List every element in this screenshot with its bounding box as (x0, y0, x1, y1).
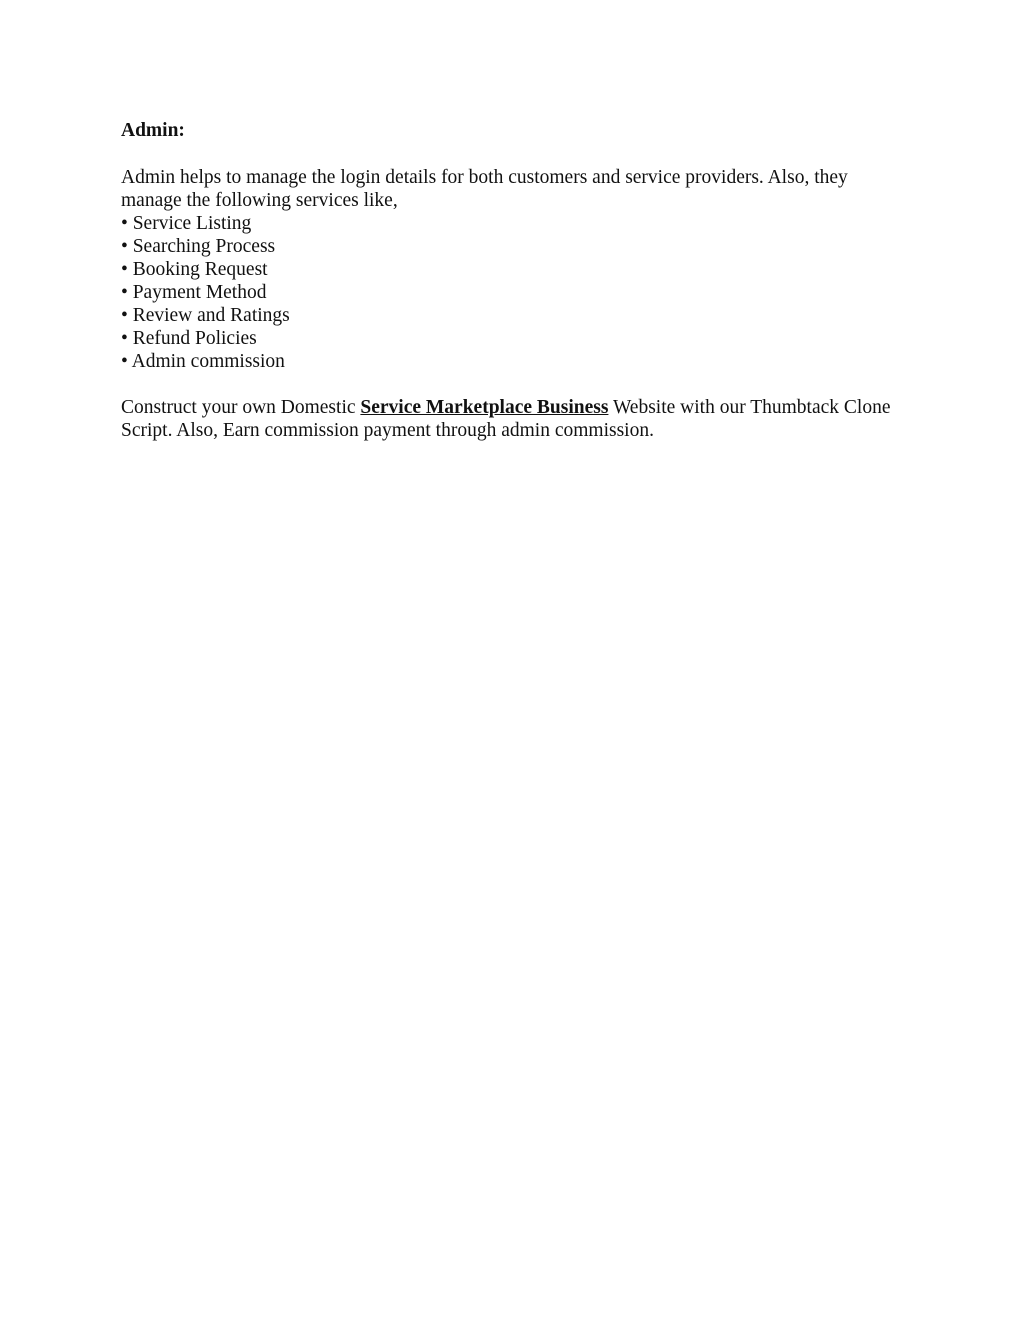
bullet: • (121, 305, 128, 326)
closing-text-start: Construct your own Domestic (121, 397, 361, 418)
list-item-label: Service Listing (132, 213, 252, 234)
list-item (121, 304, 891, 327)
bullet: • (121, 328, 128, 349)
services-list (121, 212, 891, 373)
list-item-label: Searching Process (132, 236, 276, 257)
bullet: • (121, 213, 128, 234)
list-item-label: Booking Request (132, 259, 268, 280)
bullet: • (121, 259, 128, 280)
list-item-label: Refund Policies (132, 328, 257, 349)
bullet: • (121, 282, 128, 303)
closing-paragraph (121, 396, 891, 442)
intro-paragraph: Admin helps to manage the login details for both customers and service providers. Also, they manage the following services like, (121, 167, 848, 211)
list-item-label: Payment Method (132, 282, 267, 303)
document-content (121, 119, 891, 442)
list-item-label: Admin commission (131, 351, 285, 372)
bullet: • (121, 351, 128, 372)
section-heading: Admin: (121, 120, 185, 141)
list-item (121, 350, 891, 373)
list-item (121, 212, 891, 235)
list-item-label: Review and Ratings (132, 305, 290, 326)
bullet: • (121, 236, 128, 257)
list-item (121, 258, 891, 281)
service-marketplace-link[interactable]: Service Marketplace Business (360, 397, 609, 418)
list-item (121, 235, 891, 258)
closing-text-end: Website with our Thumbtack Clone Script. Also, Earn commission payment through admin commission. (121, 397, 891, 441)
list-item (121, 327, 891, 350)
list-item (121, 281, 891, 304)
